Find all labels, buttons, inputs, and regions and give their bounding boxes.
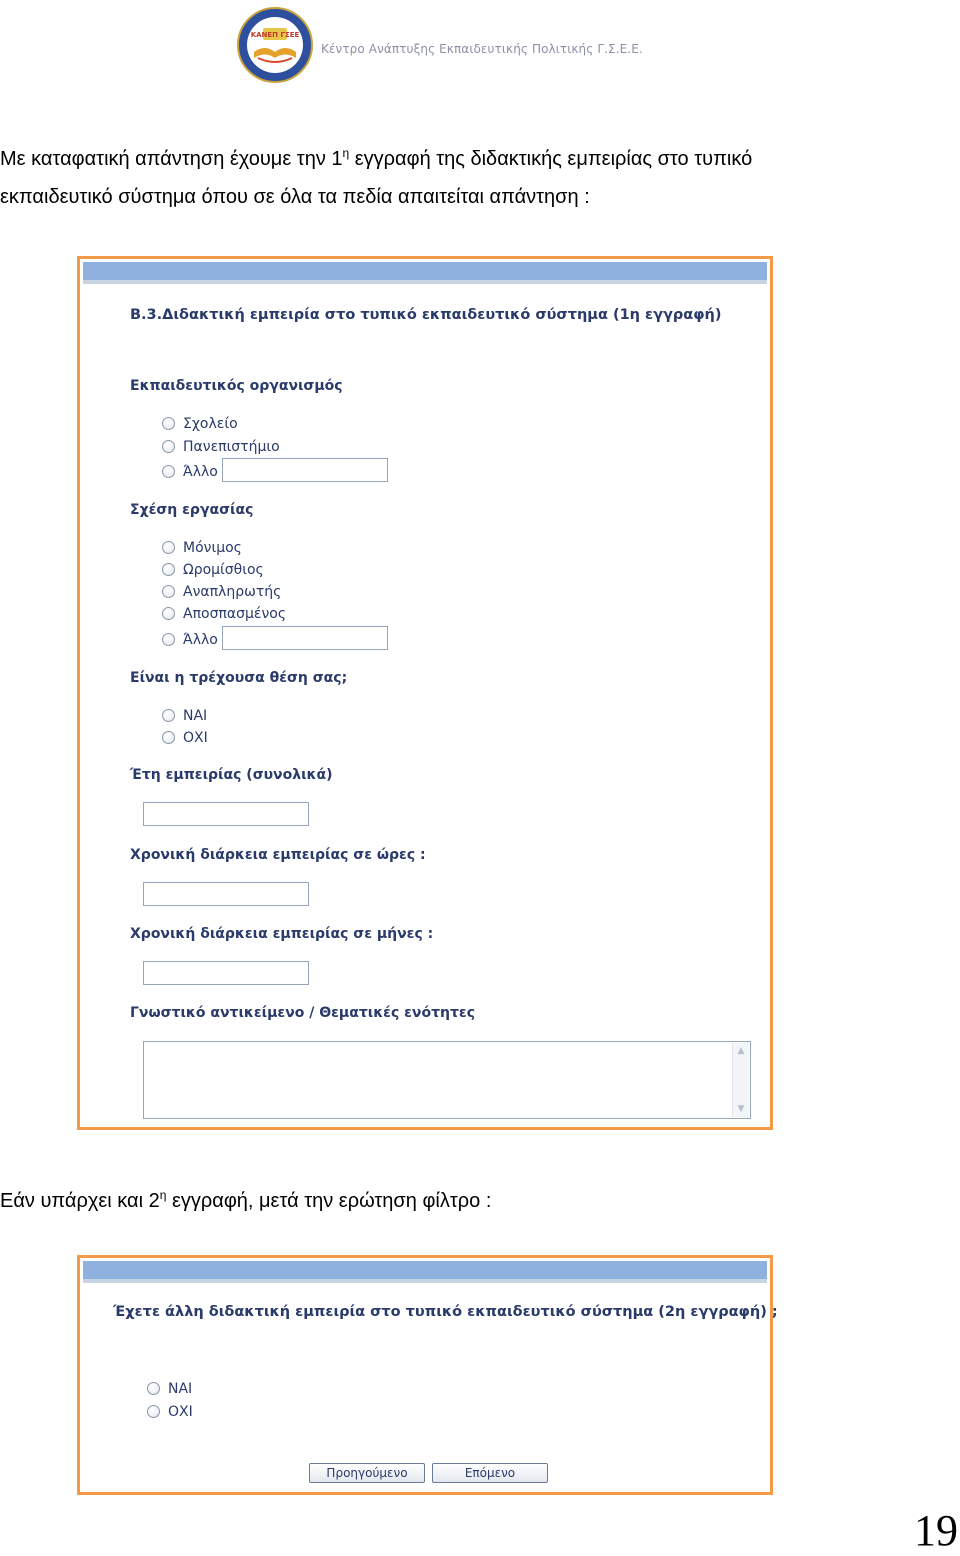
radio-current-yes[interactable] [162,709,175,722]
hours-input[interactable] [143,882,309,906]
subject-textarea[interactable] [143,1041,751,1119]
radio-substitute[interactable] [162,585,175,598]
radio-school[interactable] [162,417,175,430]
form-title: Β.3.Διδακτική εμπειρία στο τυπικό εκπαιδευτικό σύστημα (1η εγγραφή) [130,307,722,323]
option-current-no: ΟΧΙ [183,730,208,746]
radio-seconded[interactable] [162,607,175,620]
kanep-logo [236,6,314,84]
organization-name: Κέντρο Ανάπτυξης Εκπαιδευτικής Πολιτικής Γ.Σ.Ε.Ε. [321,42,643,56]
option-org-other: Άλλο [183,464,218,480]
form-screenshot-2 [77,1255,778,1495]
radio-hourly[interactable] [162,563,175,576]
org-other-input[interactable] [222,458,388,482]
work-other-input[interactable] [222,626,388,650]
scroll-down-icon[interactable]: ▼ [737,1104,745,1114]
option-substitute: Αναπληρωτής [183,584,282,600]
radio-permanent[interactable] [162,541,175,554]
intro-paragraph-line1: Με καταφατική απάντηση έχουμε την $1^\eta$ εγγραφή της διδακτικής εμπειρίας στο τυπικό [0,146,753,170]
radio-current-no[interactable] [162,731,175,744]
scroll-up-icon[interactable]: ▲ [737,1046,745,1056]
radio-work-other[interactable] [162,633,175,646]
radio-org-other[interactable] [162,465,175,478]
org-label: Εκπαιδευτικός οργανισμός [130,378,343,394]
form-header-bar [83,262,767,284]
option-permanent: Μόνιμος [183,540,242,556]
textarea-scrollbar[interactable] [732,1043,749,1117]
work-relation-label: Σχέση εργασίας [130,502,254,518]
option-university: Πανεπιστήμιο [183,439,280,455]
radio-university[interactable] [162,440,175,453]
subject-label: Γνωστικό αντικείμενο / Θεματικές ενότητες [130,1005,475,1021]
logo-text: ΚΑΝΕΠ ΓΣΕΕ [250,31,300,39]
second-entry-question: Έχετε άλλη διδακτική εμπειρία στο τυπικό εκπαιδευτικό σύστημα (2η εγγραφή) ; [113,1304,778,1320]
radio-second-no[interactable] [147,1405,160,1418]
radio-second-yes[interactable] [147,1382,160,1395]
years-input[interactable] [143,802,309,826]
form-header-bar [83,1261,767,1283]
option-second-yes: ΝΑΙ [168,1381,193,1397]
form-screenshot-1 [77,256,773,1130]
current-position-label: Είναι η τρέχουσα θέση σας; [130,670,348,686]
option-work-other: Άλλο [183,632,218,648]
option-second-no: ΟΧΙ [168,1404,193,1420]
intro-paragraph-line2: εκπαιδευτικό σύστημα όπου σε όλα τα πεδία απαιτείται απάντηση : [0,186,590,208]
option-school: Σχολείο [183,416,238,432]
option-seconded: Αποσπασμένος [183,606,287,622]
second-entry-paragraph: Εάν υπάρχει και $2^\eta$ εγγραφή, μετά την ερώτηση φίλτρο : [0,1188,492,1212]
hours-label: Χρονική διάρκεια εμπειρίας σε ώρες : [130,847,426,863]
next-button[interactable]: Επόμενο [432,1463,548,1483]
years-label: Έτη εμπειρίας (συνολικά) [130,767,333,783]
option-current-yes: ΝΑΙ [183,708,208,724]
months-input[interactable] [143,961,309,985]
months-label: Χρονική διάρκεια εμπειρίας σε μήνες : [130,926,434,942]
previous-button[interactable]: Προηγούμενο [309,1463,425,1483]
page-number: 19 [914,1506,958,1555]
option-hourly: Ωρομίσθιος [183,562,264,578]
